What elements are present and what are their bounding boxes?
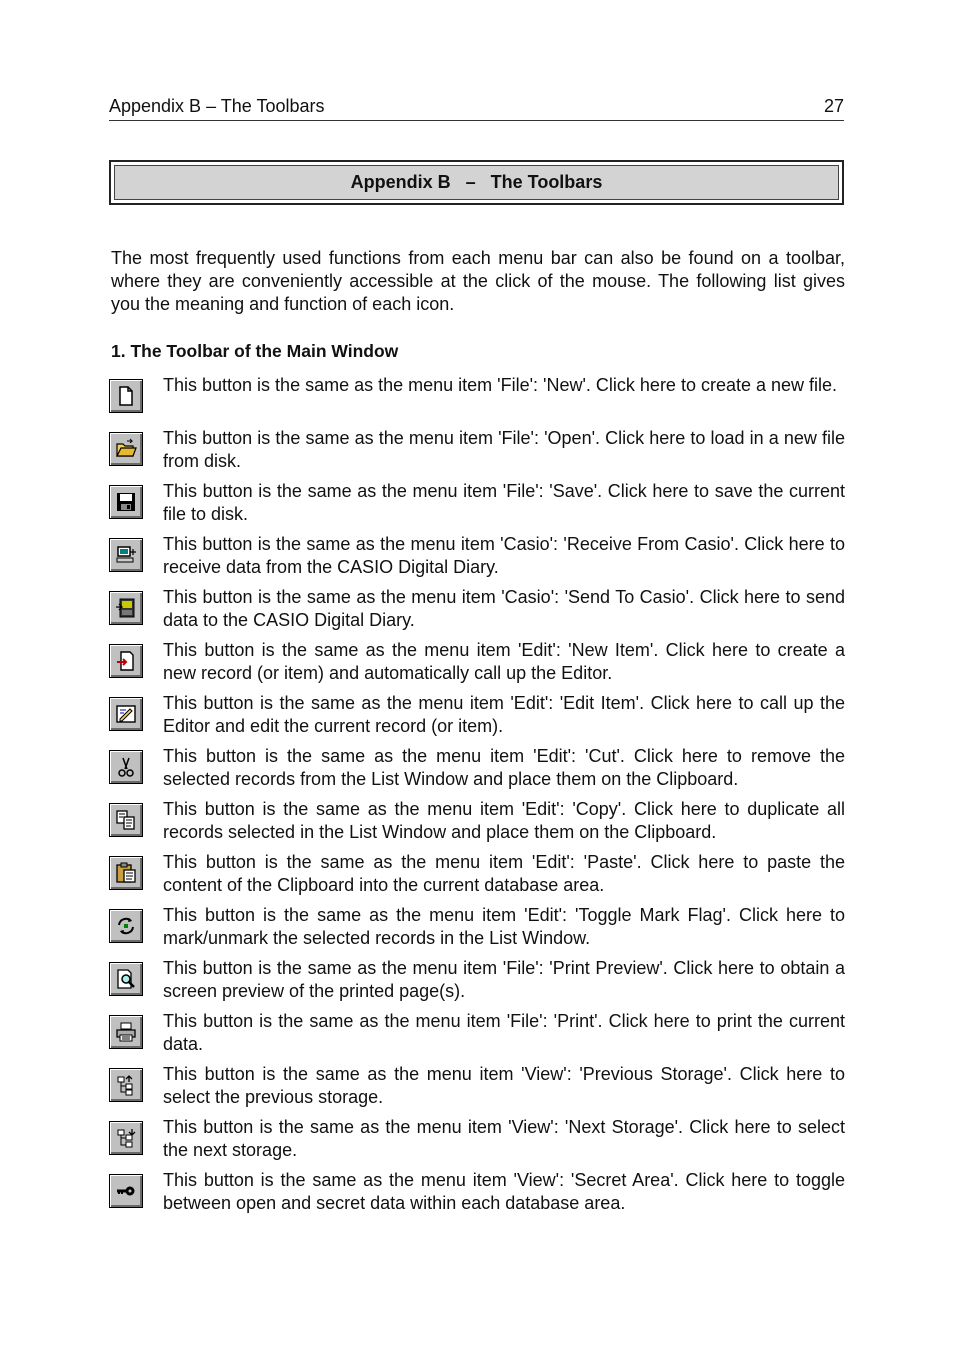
list-item [109,427,845,480]
toggle-mark-flag-icon [109,909,143,943]
running-title: Appendix B – The Toolbars [109,96,325,116]
cut-scissors-icon [109,750,143,784]
next-storage-icon [109,1121,143,1155]
paste-clipboard-icon [109,856,143,890]
open-folder-icon [109,432,143,466]
list-item [109,851,845,904]
button-description: This button is the same as the menu item 'View': 'Next Storage'. Click here to select the next storage. [163,1117,845,1160]
button-description: This button is the same as the menu item 'Casio': 'Receive From Casio'. Click here to receive data from the CASIO Digital Diary. [163,534,845,577]
button-description: This button is the same as the menu item 'Edit': 'Paste'. Click here to paste the content of the Clipboard into the current database area. [163,852,845,895]
button-description: This button is the same as the menu item 'Casio': 'Send To Casio'. Click here to send data to the CASIO Digital Diary. [163,587,845,630]
print-preview-icon [109,962,143,996]
page-number: 27 [823,96,844,116]
list-item [109,957,845,1010]
appendix-title [114,165,839,200]
list-item [109,1010,845,1063]
edit-item-icon [109,697,143,731]
button-description: This button is the same as the menu item 'View': 'Previous Storage'. Click here to select the previous storage. [163,1064,845,1107]
list-item [109,1116,845,1169]
button-description: This button is the same as the menu item 'File': 'Print Preview'. Click here to obtain a screen preview of the printed page(s). [163,958,845,1001]
save-disk-icon [109,485,143,519]
list-item [109,374,845,427]
list-item [109,1063,845,1116]
button-description: This button is the same as the menu item 'File': 'Print'. Click here to print the current data. [163,1011,845,1054]
list-item [109,798,845,851]
send-to-casio-icon [109,591,143,625]
receive-from-casio-icon [109,538,143,572]
list-item [109,1169,845,1222]
running-header [109,96,844,121]
appendix-title-text: Appendix B – The Toolbars [350,172,603,192]
section-heading: 1. The Toolbar of the Main Window [111,341,399,361]
list-item [109,586,845,639]
list-item [109,745,845,798]
button-description: This button is the same as the menu item 'Edit': 'Copy'. Click here to duplicate all records selected in the List Window and place them on the Clipboard. [163,799,845,842]
toolbar-button-list [109,374,845,1222]
appendix-title-box [109,160,844,205]
list-item [109,904,845,957]
list-item [109,692,845,745]
intro-paragraph: The most frequently used functions from each menu bar can also be found on a toolbar, where they are conveniently accessible at the click of the mouse. The following list gives you the meaning and function of each icon. [111,248,845,314]
list-item [109,480,845,533]
button-description: This button is the same as the menu item 'Edit': 'Cut'. Click here to remove the selected records from the List Window and place them on the Clipboard. [163,746,845,789]
list-item [109,639,845,692]
button-description: This button is the same as the menu item 'Edit': 'Toggle Mark Flag'. Click here to mark/unmark the selected records in the List Window. [163,905,845,948]
button-description: This button is the same as the menu item 'View': 'Secret Area'. Click here to toggle between open and secret data within each database area. [163,1170,845,1213]
previous-storage-icon [109,1068,143,1102]
copy-icon [109,803,143,837]
printer-icon [109,1015,143,1049]
new-file-icon [109,379,143,413]
secret-area-key-icon [109,1174,143,1208]
button-description: This button is the same as the menu item 'File': 'Save'. Click here to save the current file to disk. [163,481,845,524]
list-item [109,533,845,586]
button-description: This button is the same as the menu item 'File': 'New'. Click here to create a new file. [163,375,838,395]
new-item-icon [109,644,143,678]
button-description: This button is the same as the menu item 'File': 'Open'. Click here to load in a new file from disk. [163,428,845,471]
button-description: This button is the same as the menu item 'Edit': 'New Item'. Click here to create a new record (or item) and automatically call up the Editor. [163,640,845,683]
button-description: This button is the same as the menu item 'Edit': 'Edit Item'. Click here to call up the Editor and edit the current record (or item). [163,693,845,736]
